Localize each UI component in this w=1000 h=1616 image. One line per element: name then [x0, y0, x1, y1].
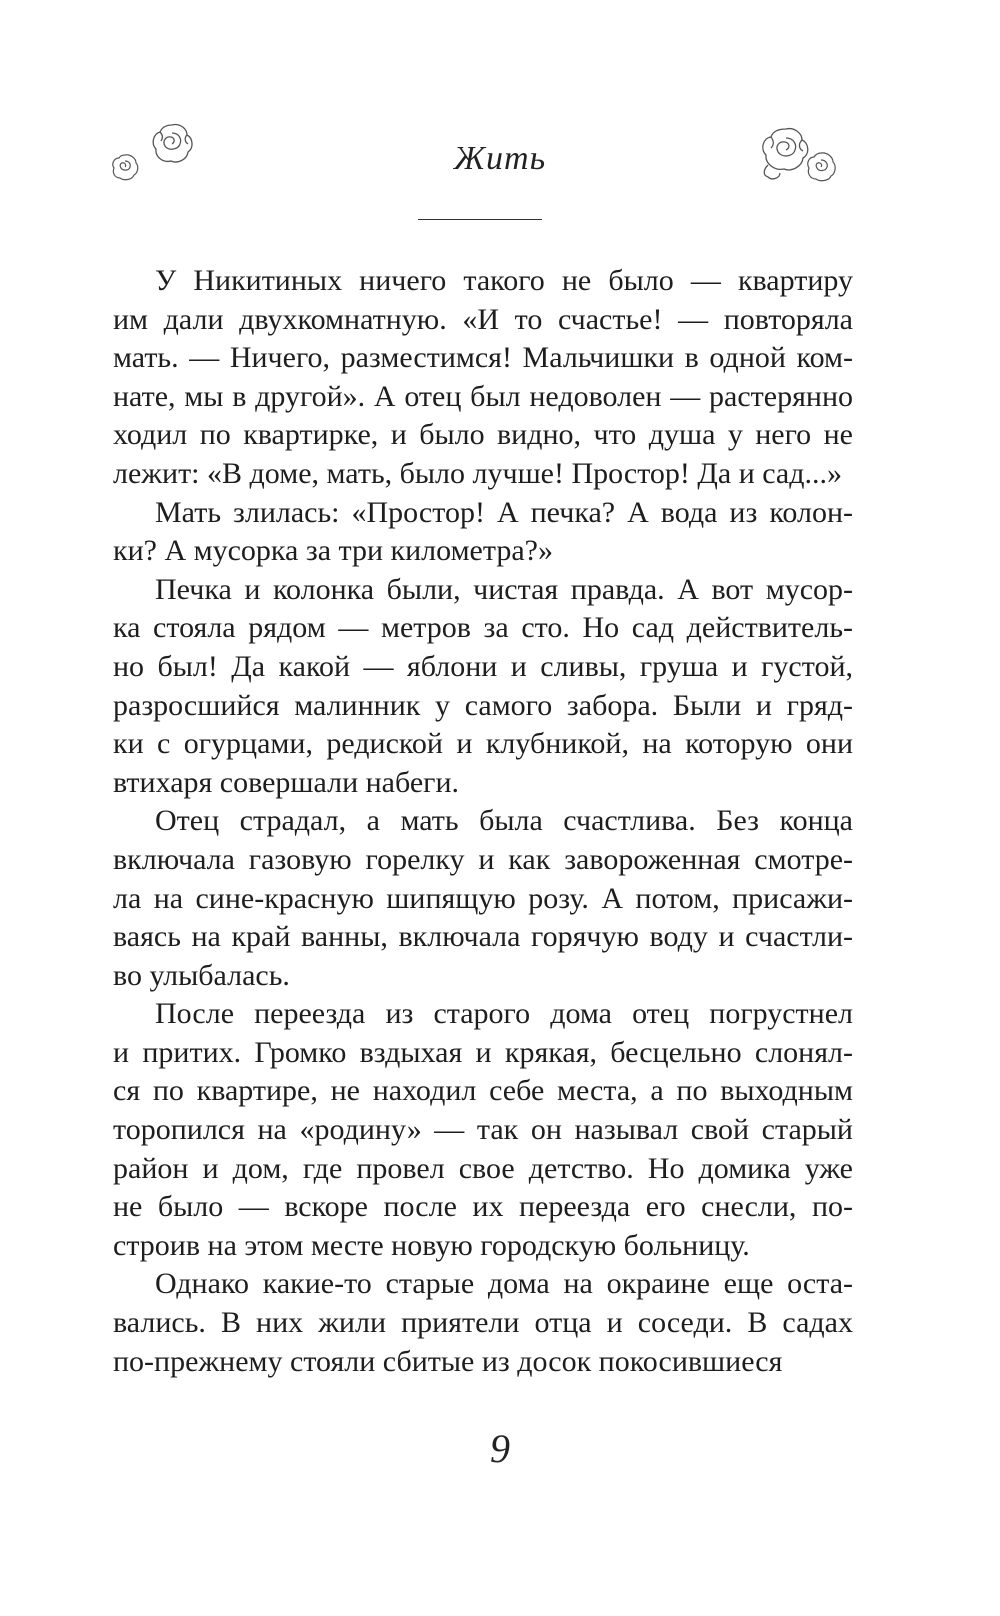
paragraph: [113, 802, 853, 995]
text-line: ваясь на край ванны, включала горячую воду и счастли-: [113, 920, 853, 954]
paragraph: [113, 571, 853, 803]
paragraph: [113, 995, 853, 1265]
text-line: ходил по квартирке, и было видно, что душа у него не: [113, 418, 853, 452]
text-line: Однако какие-то старые дома на окраине еще оста-: [155, 1267, 853, 1301]
body-text: [113, 262, 853, 1381]
text-line: во улыбалась.: [113, 958, 290, 992]
text-line: ка стояла рядом — метров за сто. Но сад действитель-: [113, 611, 853, 645]
text-line: После переезда из старого дома отец погрустнел: [155, 997, 853, 1031]
text-line: им дали двухкомнатную. «И то счастье! — повторяла: [113, 302, 853, 336]
text-line: но был! Да какой — яблони и сливы, груша и густой,: [113, 649, 853, 683]
text-line: Отец страдал, а мать была счастлива. Без конца: [155, 804, 853, 838]
running-title: Жить: [453, 140, 547, 177]
text-line: лежит: «В доме, мать, было лучше! Простор! Да и сад...»: [113, 456, 843, 490]
text-line: и притих. Громко вздыхая и крякая, бесцельно слонял-: [113, 1035, 853, 1069]
text-line: разросшийся малинник у самого забора. Были и гряд-: [113, 688, 853, 722]
text-line: строив на этом месте новую городскую больницу.: [113, 1228, 750, 1262]
text-line: Мать злилась: «Простор! А печка? А вода из колон-: [155, 495, 853, 529]
text-line: вались. В них жили приятели отца и соседи. В садах: [113, 1306, 853, 1340]
text-line: ки с огурцами, редиской и клубникой, на которую они: [113, 727, 853, 761]
text-line: Печка и колонка были, чистая правда. А вот мусор-: [155, 572, 853, 606]
text-line: втихаря совершали набеги.: [113, 765, 460, 799]
text-line: включала газовую горелку и как завороженная смотре-: [113, 842, 853, 876]
text-line: мать. — Ничего, разместимся! Мальчишки в одной ком-: [113, 341, 853, 375]
text-line: не было — вскоре после их переезда его снесли, по-: [113, 1190, 853, 1224]
text-line: район и дом, где провел свое детство. Но домика уже: [113, 1151, 853, 1185]
text-line: ла на сине-красную шипящую розу. А потом, присажи-: [113, 881, 853, 915]
text-line: нате, мы в другой». А отец был недоволен — растерянно: [113, 379, 853, 413]
header-divider: [418, 219, 542, 220]
paragraph: [113, 494, 853, 571]
paragraph: [113, 1265, 853, 1381]
text-line: У Никитиных ничего такого не было — квартиру: [155, 264, 853, 297]
text-line: ки? А мусорка за три километра?»: [113, 534, 553, 568]
paragraph: [113, 262, 853, 494]
text-line: по-прежнему стояли сбитые из досок покосившиеся: [113, 1344, 783, 1378]
text-line: торопился на «родину» — так он называл свой старый: [113, 1113, 853, 1147]
text-line: ся по квартире, не находил себе места, а по выходным: [113, 1074, 853, 1108]
page-number: 9: [490, 1426, 510, 1471]
